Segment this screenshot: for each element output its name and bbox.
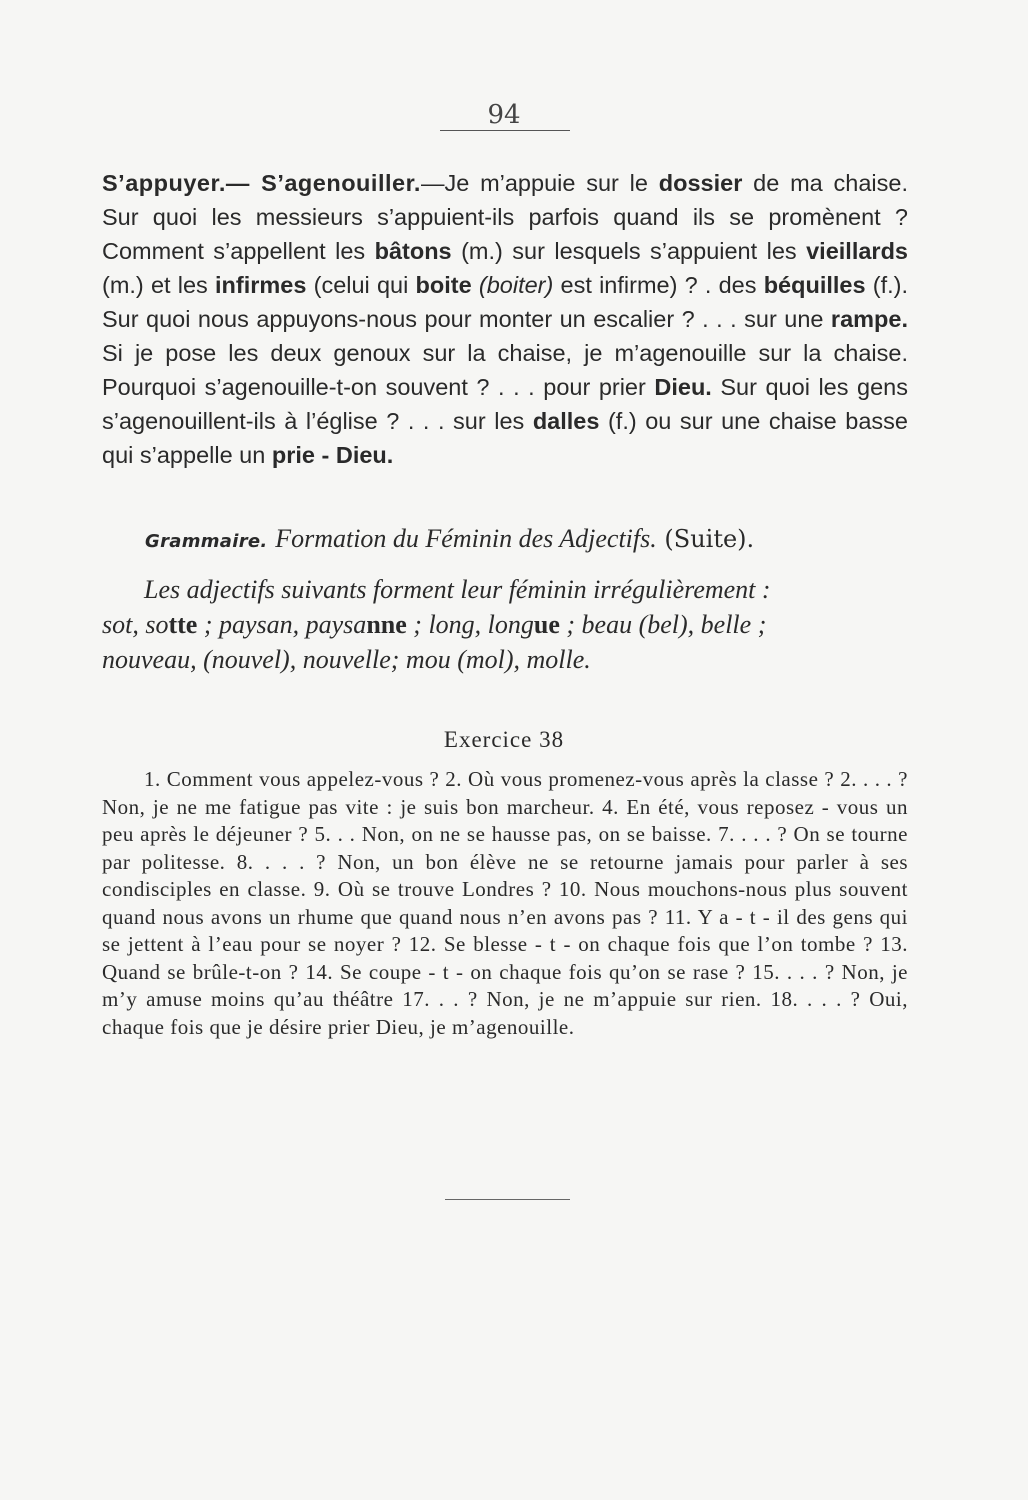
text-run: Si je pose les deux genoux sur la chaise, je m’agenouille sur la chaise. Pourquoi s’agenouille-t-on souvent ? . . . pour prier — [102, 340, 908, 400]
text-run: (celui qui — [306, 272, 416, 298]
rule-ending: nne — [366, 610, 407, 639]
page-number: 94 — [487, 100, 521, 130]
term-batons: bâtons — [374, 238, 452, 264]
bottom-rule — [445, 1199, 570, 1200]
rule-text: ; beau (bel), belle ; — [559, 610, 767, 639]
term-boiter: (boiter) — [478, 272, 554, 298]
rules-intro: Les adjectifs suivants forment leur féminin irrégulièrement : — [144, 575, 771, 604]
grammar-title: Formation du Féminin des Adjectifs. — [275, 524, 657, 553]
term-boite: boite — [415, 272, 472, 298]
text-run: —Je m’appuie sur le — [420, 170, 659, 196]
rule-text: ; paysan, paysa — [197, 610, 367, 639]
rules-line-2: nouveau, (nouvel), nouvelle; mou (mol), molle. — [102, 645, 591, 674]
term-dieu: Dieu. — [654, 374, 712, 400]
top-rule — [440, 130, 570, 131]
term-dossier: dossier — [658, 170, 743, 196]
grammar-label: Grammaire. — [145, 531, 268, 552]
term-infirmes: infirmes — [215, 272, 307, 298]
term-rampe: rampe. — [830, 306, 908, 332]
rules-line-1 — [102, 607, 908, 642]
grammar-suite: (Suite). — [664, 525, 755, 553]
term-vieillards: vieillards — [806, 238, 908, 264]
text-run: est infirme) ? . des — [553, 272, 764, 298]
text-run: Sur quoi les gens s’agenouillent-ils à l’église ? . . . sur les — [102, 374, 908, 434]
exercise-text — [102, 766, 908, 1041]
rule-ending: tte — [168, 610, 198, 639]
lesson-paragraph — [102, 166, 908, 472]
grammar-heading — [145, 524, 908, 557]
text-run: (m.) et les — [102, 272, 215, 298]
text-run: de ma chaise. Sur quoi les messieurs s’appuient-ils parfois quand ils se promènent ? Comment s’appellent les — [102, 170, 908, 264]
exercise-title: Exercice 38 — [443, 727, 565, 752]
rule-text: ; long, long — [406, 610, 534, 639]
rule-text: sot, so — [102, 610, 169, 639]
lesson-heading: S’appuyer.— S’agenouiller. — [102, 170, 421, 196]
text-run: (f.). Sur quoi nous appuyons-nous pour monter un escalier ? . . . sur une — [102, 272, 908, 332]
grammar-rules — [102, 572, 908, 677]
text-run: (m.) sur lesquels s’appuient les — [451, 238, 807, 264]
text-run: (f.) ou sur une chaise basse qui s’appelle un — [102, 408, 908, 468]
exercise-body: 1. Comment vous appelez-vous ? 2. Où vous promenez-vous après la classe ? 2. . . . ? Non, je ne me fatigue pas vite : je suis bon marcheur. 4. En été, vous reposez - vous un peu après le déjeuner ? 5. . . Non, on ne se hausse pas, on se baisse. 7. . . . ? On se tourne par politesse. 8. . . . ? Non, un bon élève ne se retourne jamais pour parler à ses condisciples en classe. 9. Où se trouve Londres ? 10. Nous mouchons-nous plus souvent quand nous avons un rhume que quand nous n’en avons pas ? 11. Y a - t - il des gens qui se jettent à l’eau pour se noyer ? 12. Se blesse - t - on chaque fois que l’on tombe ? 13. Quand se brûle-t-on ? 14. Se coupe - t - on chaque fois qu’on se rase ? 15. . . . ? Non, je m’y amuse moins qu’au théâtre 17. . . ? Non, je ne m’appuie sur rien. 18. . . . ? Oui, chaque fois que je désire prier Dieu, je m’agenouille. — [102, 767, 908, 1039]
term-bequilles: béquilles — [763, 272, 866, 298]
term-dalles: dalles — [532, 408, 600, 434]
rule-ending: ue — [533, 610, 560, 639]
term-prie-dieu: prie - Dieu. — [271, 442, 394, 468]
